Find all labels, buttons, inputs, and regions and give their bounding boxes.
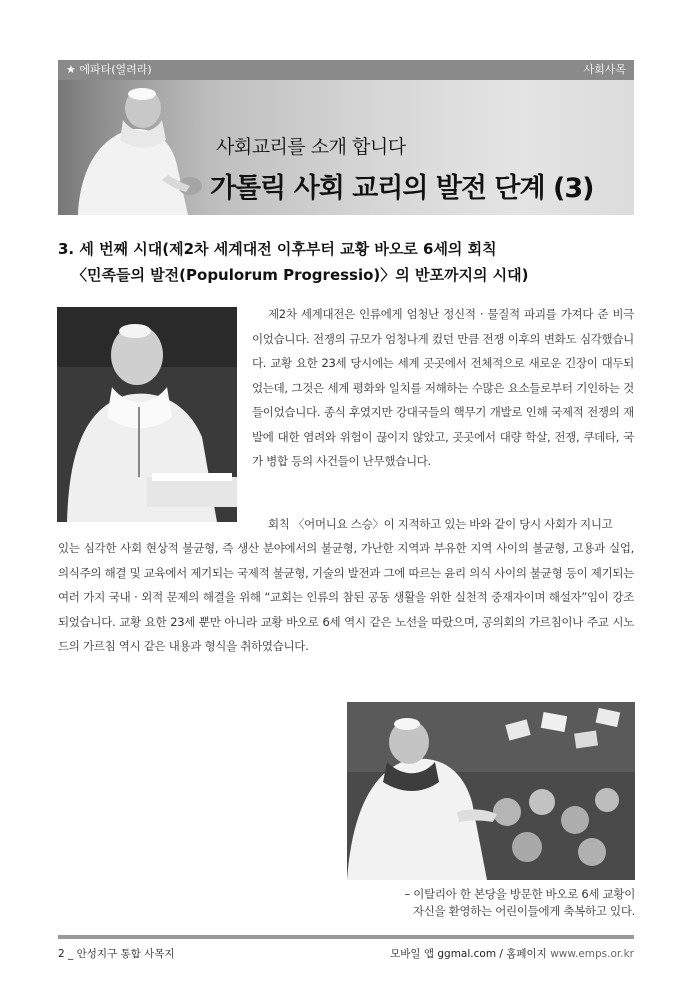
caption-line-2: 자신을 환영하는 어린이들에게 축복하고 있다. <box>412 904 635 918</box>
paragraph-1: 제2차 세계대전은 인류에게 엄청난 정신적 · 물질적 파괴를 가져다 준 비극이었습니다. 전쟁의 규모가 엄청나게 컸던 만큼 전쟁 이후의 변화도 심각했습니다. 교황 요한 23세 당시에는 세계 곳곳에서 전체적으로 새로운 긴장이 대두되었는데, 그것은 세계 평화와 일치를 저해하는 수많은 요소들로부터 기인하는 것들이었습니다. 종식 후였지만 강대국들의 핵무기 개발로 인해 국제적 전쟁의 재발에 대한 염려와 위험이 끊이지 않았고, 곳곳에서 대량 학살, 전쟁, 쿠데타, 국가 병합 등의 사건들이 난무했습니다. <box>252 307 634 468</box>
title-banner <box>58 80 634 215</box>
footer-publication: 2 _ 안성지구 통합 사목지 <box>58 948 175 960</box>
paragraph-2-continued: 있는 심각한 사회 현상적 불균형, 즉 생산 분야에서의 불균형, 가난한 지역과 부유한 지역 사이의 불균형, 고용과 실업, 의식주의 해결 및 교육에서 제기되는 국제적 불균형, 기술의 발전과 그에 따르는 윤리 의식 사이의 불균형 등이 제기되는 여러 가지 국내 · 외적 문제의 해결을 위해 “교회는 인류의 참된 공동 생활을 위한 실천적 중재자이며 해설자”임이 강조되었습니다. 교황 요한 23세 뿐만 아니라 교황 바오로 6세 역시 같은 노선을 따랐으며, 공의회의 가르침이나 주교 시노드의 가르침 역시 같은 내용과 형식을 취하였습니다. <box>58 541 634 653</box>
category-label: 사회사목 <box>583 63 626 76</box>
pope-john-xxiii-photo <box>57 307 237 522</box>
pope-praying-photo <box>58 80 228 215</box>
paragraph-2-start: 회칙 〈어머니요 스승〉이 지적하고 있는 바와 같이 당시 사회가 지니고 <box>268 517 613 531</box>
footer-links <box>390 946 634 961</box>
section-label: ★ 에파타(열려라) <box>66 63 152 76</box>
footer-homepage-link[interactable]: www.emps.or.kr <box>550 948 634 960</box>
banner-subtitle: 사회교리를 소개 합니다 <box>216 136 406 158</box>
footer-divider <box>58 935 634 939</box>
footer-app-label: 모바일 앱 ggmal.com / 홈페이지 <box>390 948 547 960</box>
page-title: 가톨릭 사회 교리의 발전 단계 (3) <box>210 173 594 204</box>
photo-caption <box>347 886 635 920</box>
section-heading <box>58 236 658 288</box>
caption-line-1: – 이탈리아 한 본당을 방문한 바오로 6세 교황이 <box>404 887 635 901</box>
pope-paul-vi-blessing-children-photo <box>347 702 635 880</box>
section-bar <box>58 60 634 80</box>
heading-line-2: 〈민족들의 발전(Populorum Progressio)〉의 반포까지의 시대) <box>72 266 529 284</box>
heading-line-1: 3. 세 번째 시대(제2차 세계대전 이후부터 교황 바오로 6세의 회칙 <box>58 240 497 258</box>
